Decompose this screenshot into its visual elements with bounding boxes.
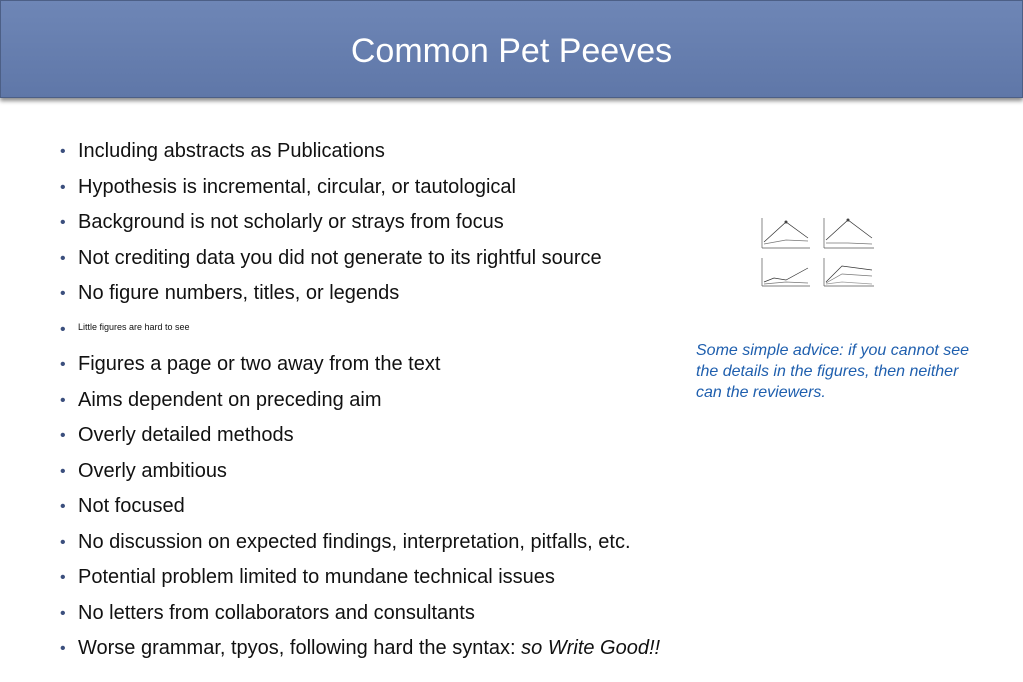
tiny-panel-top-right <box>824 218 874 248</box>
slide-title: Common Pet Peeves <box>350 32 673 70</box>
bullet-text: Overly detailed methods <box>78 424 294 446</box>
bullet-text: No letters from collaborators and consultants <box>78 601 475 624</box>
bullet-text: Not focused <box>78 495 185 517</box>
bullet-item <box>60 560 660 596</box>
advice-caption: Some simple advice: if you cannot see the details in the figures, then neither can the reviewers. <box>696 342 970 401</box>
bullet-icon: • <box>60 427 66 444</box>
bullet-text: Hypothesis is incremental, circular, or tautological <box>78 175 516 198</box>
tiny-panel-top-left <box>762 218 810 248</box>
bullet-icon: • <box>60 640 66 657</box>
bullet-icon: • <box>60 249 66 267</box>
bullet-emphasis: so Write Good!! <box>521 637 661 659</box>
bullet-icon: • <box>60 533 66 551</box>
bullet-item <box>60 134 660 170</box>
bullet-item <box>60 347 660 383</box>
bullet-item <box>60 489 660 525</box>
bullet-icon: • <box>60 498 66 515</box>
bullet-item <box>60 454 660 490</box>
bullet-icon: • <box>60 356 66 373</box>
bullet-icon: • <box>60 285 66 302</box>
bullet-text: Overly ambitious <box>78 459 227 482</box>
bullet-item <box>60 418 660 454</box>
bullet-icon: • <box>60 391 66 409</box>
bullet-item <box>60 241 660 277</box>
bullet-icon: • <box>60 143 66 160</box>
title-bar <box>0 0 1023 98</box>
bullet-text: Worse grammar, tpyos, following hard the syntax: <box>78 637 522 659</box>
tiny-panel-bottom-right <box>824 258 874 286</box>
bullet-text: Figures a page or two away from the text <box>78 353 441 375</box>
bullet-item <box>60 170 660 206</box>
bullet-icon: • <box>60 604 66 622</box>
bullet-icon: • <box>60 320 66 338</box>
bullet-item <box>60 383 660 419</box>
bullet-text: Not crediting data you did not generate to its rightful source <box>78 246 602 269</box>
tiny-panel-bottom-left <box>762 258 810 286</box>
bullet-text: No discussion on expected findings, interpretation, pitfalls, etc. <box>78 530 631 553</box>
bullet-text: No figure numbers, titles, or legends <box>78 282 400 304</box>
tiny-figure-thumbnail <box>752 210 880 294</box>
bullet-icon: • <box>60 569 66 586</box>
bullet-item <box>60 525 660 561</box>
bullet-text: Background is not scholarly or strays from focus <box>78 211 504 233</box>
bullet-item <box>60 205 660 241</box>
bullet-icon: • <box>60 214 66 231</box>
bullet-item-small <box>60 312 660 348</box>
bullet-item-last <box>60 631 660 667</box>
bullet-text: Including abstracts as Publications <box>78 140 385 162</box>
bullet-item <box>60 596 660 632</box>
bullet-item <box>60 276 660 312</box>
bullet-icon: • <box>60 462 66 480</box>
bullet-icon: • <box>60 178 66 196</box>
bullet-text: Little figures are hard to see <box>78 321 190 332</box>
bullet-text: Potential problem limited to mundane technical issues <box>78 566 555 588</box>
bullet-list <box>60 134 660 667</box>
bullet-text: Aims dependent on preceding aim <box>78 388 382 411</box>
